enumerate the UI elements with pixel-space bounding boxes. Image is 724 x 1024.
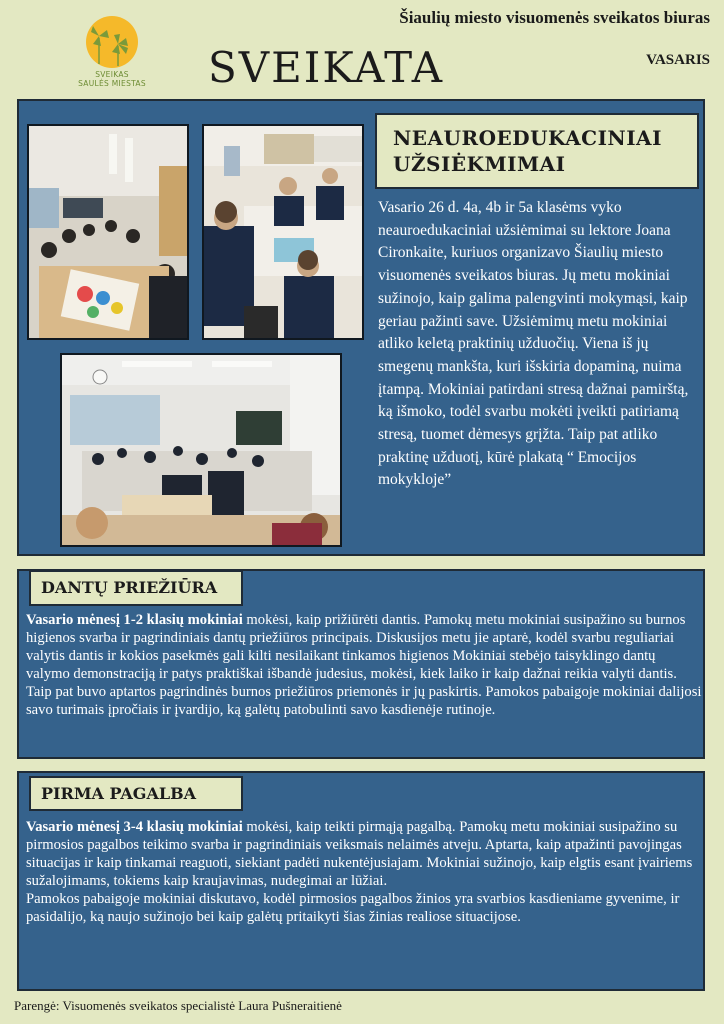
month-label: VASARIS <box>646 52 710 68</box>
dental-lead-text: Vasario mėnesį 1-2 klasių mokiniai <box>26 612 243 628</box>
classroom-photo-3 <box>60 353 342 547</box>
first-aid-body-text-2: Pamokos pabaigoje mokiniai diskutavo, kodėl pirmosios pagalbos žinios yra svarbios kasdieniame gyvenime, ir pasidalijo, ką naujo sužinojo bei kaip galėtų pritaikyti šias žinias realiose situacijose. <box>26 891 680 926</box>
dental-body-text: mokėsi, kaip prižiūrėti dantis. Pamokų metu mokiniai susipažino su burnos higienos svarba ir pagrindiniais dantų priežiūros principais. Diskusijos metu jie aptarė, kodėl svarbu reguliariai valytis dantis ir kokios pasekmės gali kilti nesilaikant tinkamos higienos Mokiniai stebėjo taisyklingo dantų valymo demonstraciją ir patys praktiškai išbandė judesius, mokėsi, kiek laiko ir kaip dažnai reikia valyti dantis. Taip pat buvo aptartos pagrindinės burnos priežiūros priemonės ir jų paskirtis. Pamokos pabaigoje mokiniai dalijosi savo turimais įpročiais ir įvardijo, ką galėtų patobulinti savo kasdienėje rutinoje. <box>26 612 702 719</box>
first-aid-body-text: mokėsi, kaip teikti pirmąją pagalbą. Pamokų metu mokiniai susipažino su pirmosios pagalbos teikimo svarba ir pagrindiniais veiksmais nelaimės atveju. Aptarta, kaip atpažinti pavojingas situacijas ir kaip tinkamai reaguoti, siekiant padėti nukentėjusiajam. Mokiniai sužinojo, kaip elgtis esant įvairiems sužalojimams, tokiems kaip kraujavimas, nudegimai ar lūžiai. <box>26 819 693 890</box>
first-aid-lead-text: Vasario mėnesį 3-4 klasių mokiniai <box>26 819 243 835</box>
classroom-photo-2 <box>202 124 364 340</box>
page-title: SVEIKATA <box>208 43 445 92</box>
classroom-photo-1 <box>27 124 189 340</box>
author-credit: Parengė: Visuomenės sveikatos specialistė Laura Pušneraitienė <box>14 998 342 1013</box>
section-heading-dental-care: DANTŲ PRIEŽIŪRA <box>29 570 243 606</box>
logo-text: SVEIKAS SAULĖS MIESTAS <box>78 70 146 88</box>
section-text-dental-care <box>26 611 702 720</box>
organization-name: Šiaulių miesto visuomenės sveikatos biuras <box>399 8 710 27</box>
section-heading-neuroeducation: NEAUROEDUKACINIAI UŽSIĖKMIMAI <box>375 113 699 189</box>
section-text-first-aid <box>26 818 702 927</box>
section-text-neuroeducation: Vasario 26 d. 4a, 4b ir 5a klasėms vyko neauroedukaciniai užsiėmimai su lektore Joana Cironkaite, kuriuos organizavo Šiaulių miesto visuomenės sveikatos biuras. Jų metu mokiniai sužinojo, kaip galima palengvinti mokymąsi, kaip geriau pažinti save. Užsiėmimų metu mokiniai atliko keletą praktinių užduočių. Viena iš jų smegenų mankšta, kuri išskiria dopaminą, nuima įtampą. Mokiniai patirdani stresą dažnai pamirštą, ką išmoko, todėl svarbu mokėti įveikti patiriamą stresą, tuomet dėmesys grįžta. Taip pat atliko praktinę užduotį, kūrė plakatą “ Emocijos mokykloje” <box>378 199 689 489</box>
section-heading-first-aid: PIRMA PAGALBA <box>29 776 243 811</box>
